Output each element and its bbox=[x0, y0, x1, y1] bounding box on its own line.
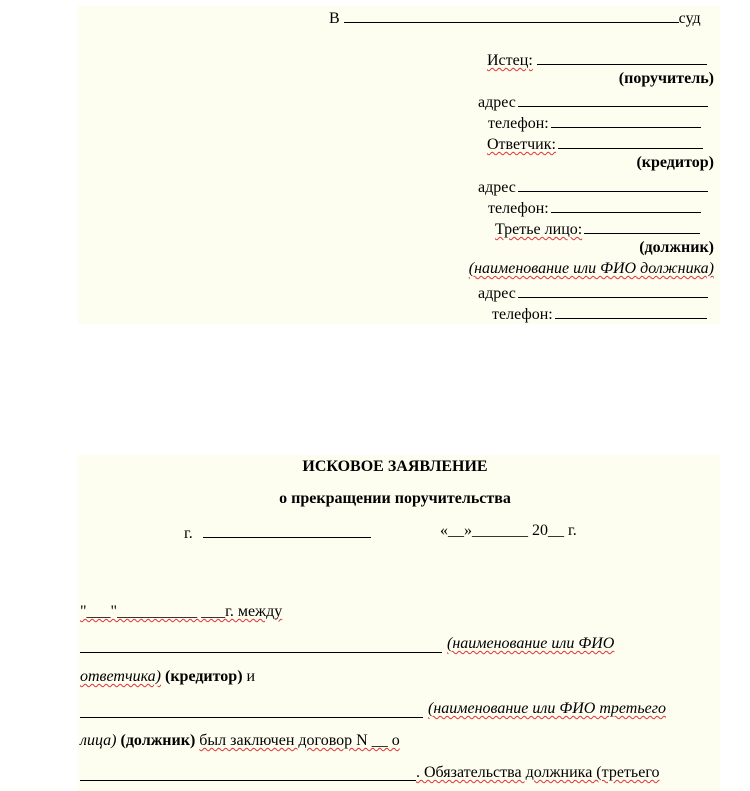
body-hint-2 bbox=[428, 699, 666, 719]
defendant-phone-line bbox=[488, 196, 701, 219]
third-party-blank bbox=[584, 217, 700, 234]
plaintiff-phone-blank bbox=[551, 111, 701, 128]
defendant-phone-label: телефон: bbox=[488, 200, 549, 217]
court-prefix: В bbox=[329, 10, 340, 27]
hint-creditor-name: (наименование или ФИО bbox=[447, 635, 615, 652]
body-line-5 bbox=[80, 731, 400, 751]
third-party-phone-line bbox=[492, 302, 707, 325]
plaintiff-address-label: адрес bbox=[478, 94, 516, 111]
body-line-6 bbox=[416, 763, 659, 783]
plaintiff-line bbox=[487, 48, 707, 71]
contract-concluded: был заключен договор N __ о bbox=[199, 732, 400, 749]
city-blank bbox=[203, 521, 371, 538]
hint-third-party-name: (наименование или ФИО третьего bbox=[428, 700, 666, 717]
defendant-address-line bbox=[478, 175, 708, 198]
third-party-phone-label: телефон: bbox=[492, 306, 553, 323]
date-line: «__»_______ 20__ г. bbox=[440, 522, 577, 539]
third-party-address-label: адрес bbox=[478, 285, 516, 302]
contract-date: "___"__________ ___г. между bbox=[80, 603, 283, 620]
plaintiff-address-line bbox=[478, 90, 708, 113]
defendant-italic: ответчика) bbox=[80, 668, 161, 685]
body-line-3 bbox=[80, 667, 255, 687]
defendant-role: (кредитор) bbox=[636, 154, 714, 171]
body-hint-1 bbox=[447, 634, 614, 654]
body-line-1 bbox=[80, 602, 282, 622]
plaintiff-role: (поручитель) bbox=[618, 70, 714, 87]
third-party-label: Третье лицо: bbox=[495, 221, 583, 238]
obligations-text: . Обязательства должника (третьего bbox=[416, 764, 660, 781]
court-name-blank bbox=[344, 6, 679, 23]
third-party-role: (должник) bbox=[639, 239, 714, 256]
third-party-phone-blank bbox=[555, 302, 707, 319]
document-subtitle: о прекращении поручительства bbox=[279, 490, 511, 507]
city-date-line bbox=[184, 521, 371, 544]
plaintiff-address-blank bbox=[518, 90, 708, 107]
court-suffix: суд bbox=[678, 10, 701, 27]
defendant-address-label: адрес bbox=[478, 179, 516, 196]
third-party-address-line bbox=[478, 281, 708, 304]
defendant-blank bbox=[558, 132, 703, 149]
defendant-line bbox=[487, 132, 703, 155]
defendant-address-blank bbox=[518, 175, 708, 192]
body-blank-6 bbox=[80, 780, 416, 781]
third-party-hint: (наименование или ФИО должника) bbox=[468, 260, 714, 277]
creditor-bold: (кредитор) bbox=[165, 668, 243, 685]
plaintiff-phone-label: телефон: bbox=[488, 115, 549, 132]
court-line bbox=[329, 6, 701, 29]
defendant-label: Ответчик: bbox=[487, 136, 556, 153]
defendant-phone-blank bbox=[551, 196, 701, 213]
debtor-bold: (должник) bbox=[120, 732, 196, 749]
plaintiff-phone-line bbox=[488, 111, 701, 134]
city-prefix: г. bbox=[184, 525, 193, 542]
body-blank-2 bbox=[80, 652, 442, 653]
third-party-italic: лица) bbox=[80, 732, 117, 749]
document-title: ИСКОВОЕ ЗАЯВЛЕНИЕ bbox=[302, 458, 488, 475]
third-party-address-blank bbox=[518, 281, 708, 298]
third-party-line bbox=[495, 217, 700, 240]
plaintiff-label: Истец: bbox=[487, 52, 533, 69]
body-blank-4 bbox=[80, 717, 423, 718]
plaintiff-blank bbox=[537, 48, 707, 65]
conjunction-and: и bbox=[246, 668, 256, 685]
